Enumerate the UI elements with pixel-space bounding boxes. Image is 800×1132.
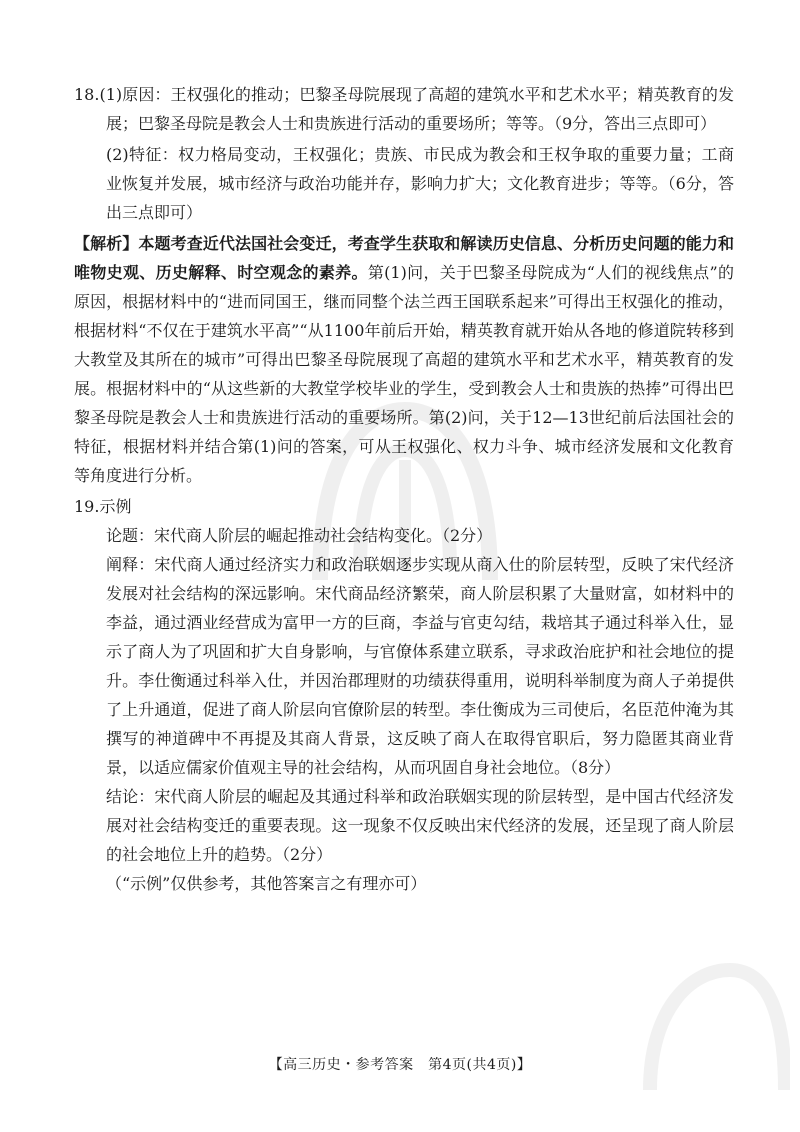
q18-part1	[74, 80, 734, 138]
q19-heading-text: 示例	[99, 497, 132, 516]
q19-thesis: 论题：宋代商人阶层的崛起推动社会结构变化。（2分）	[106, 526, 493, 545]
answer-content	[74, 80, 734, 898]
page-footer: 【高三历史・参考答案 第4页(共4页)】	[268, 1057, 532, 1073]
q18-number: 18.	[74, 85, 100, 104]
q19-conclusion: 结论：宋代商人阶层的崛起及其通过科举和政治联姻实现的阶层转型，是中国古代经济发展对社会结构变迁的重要表现。这一现象不仅反映出宋代经济的发展，还呈现了商人阶层的社会地位上升的趋势。（2分）	[106, 787, 734, 864]
q18-analysis-text: 第(1)问，关于巴黎圣母院成为“人们的视线焦点”的原因，根据材料中的“进而同国王，继而同整个法兰西王国联系起来”可得出王权强化的推动，根据材料“不仅在于建筑水平高”“从1100年前后开始，精英教育就开始从各地的修道院转移到大教堂及其所在的城市”可得出巴黎圣母院展现了高超的建筑水平和艺术水平，精英教育的发展。根据材料中的“从这些新的大教堂学校毕业的学生，受到教会人士和贵族的热捧”可得出巴黎圣母院是教会人士和贵族进行活动的重要场所。第(2)问，关于12—13世纪前后法国社会的特征，根据材料并结合第(1)问的答案，可从王权强化、权力斗争、城市经济发展和文化教育等角度进行分析。	[74, 263, 734, 485]
q18-analysis-label: 【解析】本题考查近代法国社会变迁，考查学生获取和解读历史信息、分析历史问题的能力和唯物史观、历史解释、时空观念的素养。	[74, 234, 734, 282]
q18-analysis	[74, 229, 734, 490]
q19-number: 19.	[74, 497, 100, 516]
q18-part1-text: (1)原因：王权强化的推动；巴黎圣母院展现了高超的建筑水平和艺术水平；精英教育的发展；巴黎圣母院是教会人士和贵族进行活动的重要场所；等等。（9分，答出三点即可）	[99, 85, 734, 133]
q19-explanation: 阐释：宋代商人通过经济实力和政治联姻逐步实现从商入仕的阶层转型，反映了宋代经济发展对社会结构的深远影响。宋代商品经济繁荣，商人阶层积累了大量财富，如材料中的李益，通过酒业经营成为富甲一方的巨商，李益与官吏勾结，栽培其子通过科举入仕，显示了商人为了巩固和扩大自身影响，与官僚体系建立联系，寻求政治庇护和社会地位的提升。李仕衡通过科举入仕，并因治郡理财的功绩获得重用，说明科举制度为商人子弟提供了上升通道，促进了商人阶层向官僚阶层的转型。李仕衡成为三司使后，名臣范仲淹为其撰写的神道碑中不再提及其商人背景，这反映了商人在取得官职后，努力隐匿其商业背景，以适应儒家价值观主导的社会结构，从而巩固自身社会地位。（8分）	[106, 555, 734, 777]
q19-heading	[74, 492, 734, 521]
q18-part2: (2)特征：权力格局变动，王权强化；贵族、市民成为教会和王权争取的重要力量；工商业恢复并发展，城市经济与政治功能并存，影响力扩大；文化教育进步；等等。（6分，答出三点即可）	[106, 145, 734, 222]
corner-watermark-icon	[640, 960, 790, 1100]
q19-note: （“示例”仅供参考，其他答案言之有理亦可）	[106, 874, 427, 893]
